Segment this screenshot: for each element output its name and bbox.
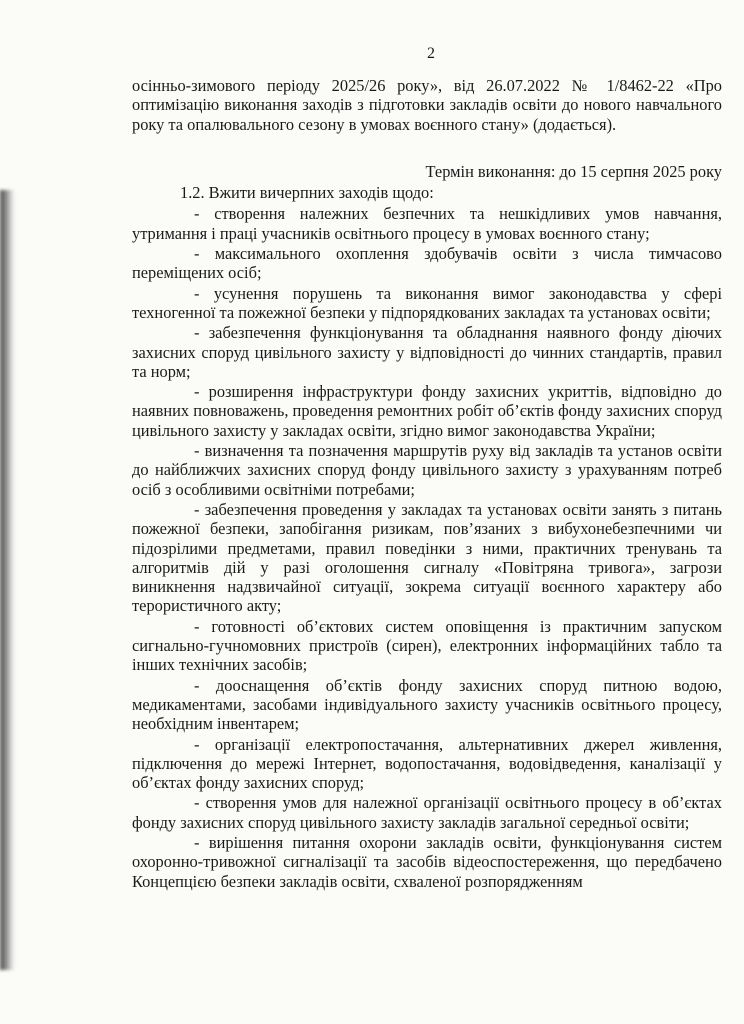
- bullet-item: - визначення та позначення маршрутів руху від закладів та установ освіти до найближчих захисних споруд фонду цивільного захисту з урахуванням потреб осіб з особливими освітніми потребами;: [132, 441, 722, 499]
- bullet-item: - забезпечення проведення у закладах та установах освіти занять з питань пожежної безпеки, запобігання ризикам, пов’язаних з вибухонебезпечними чи підозрілими предметами, правил поведінки з ними, практичних тренувань та алгоритмів дій у разі оголошення сигналу «Повітряна тривога», загрози виникнення надзвичайної ситуації, зокрема ситуації воєнного характеру або терористичного акту;: [132, 499, 722, 616]
- bullet-item: - розширення інфраструктури фонду захисних укриттів, відповідно до наявних повноважень, проведення ремонтних робіт об’єктів фонду захисних споруд цивільного захисту у закладах освіти, згідно вимог законодавства України;: [132, 382, 722, 440]
- bullet-item: - усунення порушень та виконання вимог законодавства у сфері техногенної та пожежної безпеки у підпорядкованих закладах та установах освіти;: [132, 283, 722, 322]
- bullet-item: - максимального охоплення здобувачів освіти з числа тимчасово переміщених осіб;: [132, 244, 722, 283]
- bullet-item: - створення умов для належної організації освітнього процесу в об’єктах фонду захисних споруд цивільного захисту закладів загальної середньої освіти;: [132, 793, 722, 832]
- bullet-item: - готовності об’єктових систем оповіщення із практичним запуском сигнально-гучномовних пристроїв (сирен), електронних інформаційних табло та інших технічних засобів;: [132, 616, 722, 675]
- document-body: [132, 76, 722, 891]
- scan-shadow-streak: [0, 190, 16, 970]
- bullet-item: - забезпечення функціонування та обладнання наявного фонду діючих захисних споруд цивільного захисту у відповідності до чинних стандартів, правил та норм;: [132, 323, 722, 381]
- bullet-item: - дооснащення об’єктів фонду захисних споруд питною водою, медикаментами, засобами індивідуального захисту учасників освітнього процесу, необхідним інвентарем;: [132, 675, 722, 734]
- item-heading: 1.2. Вжити вичерпних заходів щодо:: [180, 183, 434, 203]
- page-number: 2: [427, 45, 435, 62]
- bullet-item: - створення належних безпечних та нешкідливих умов навчання, утримання і праці учасників освітнього процесу в умовах воєнного стану;: [132, 204, 722, 243]
- deadline-line: Термін виконання: до 15 серпня 2025 року: [425, 161, 722, 181]
- bullet-item: - вирішення питання охорони закладів освіти, функціонування систем охоронно-тривожної сигналізації та засобів відеоспостереження, що передбачено Концепцією безпеки закладів освіти, схваленої розпорядженням: [132, 832, 722, 891]
- intro-paragraph: осінньо-зимового періоду 2025/26 року», від 26.07.2022 № 1/8462-22 «Про оптимізацію виконання заходів з підготовки закладів освіти до нового навчального року та опалювального сезону в умовах воєнного стану» (додається).: [132, 76, 722, 134]
- bullet-item: - організації електропостачання, альтернативних джерел живлення, підключення до мережі Інтернет, водопостачання, водовідведення, каналізації у об’єктах фонду захисних споруд;: [132, 734, 722, 793]
